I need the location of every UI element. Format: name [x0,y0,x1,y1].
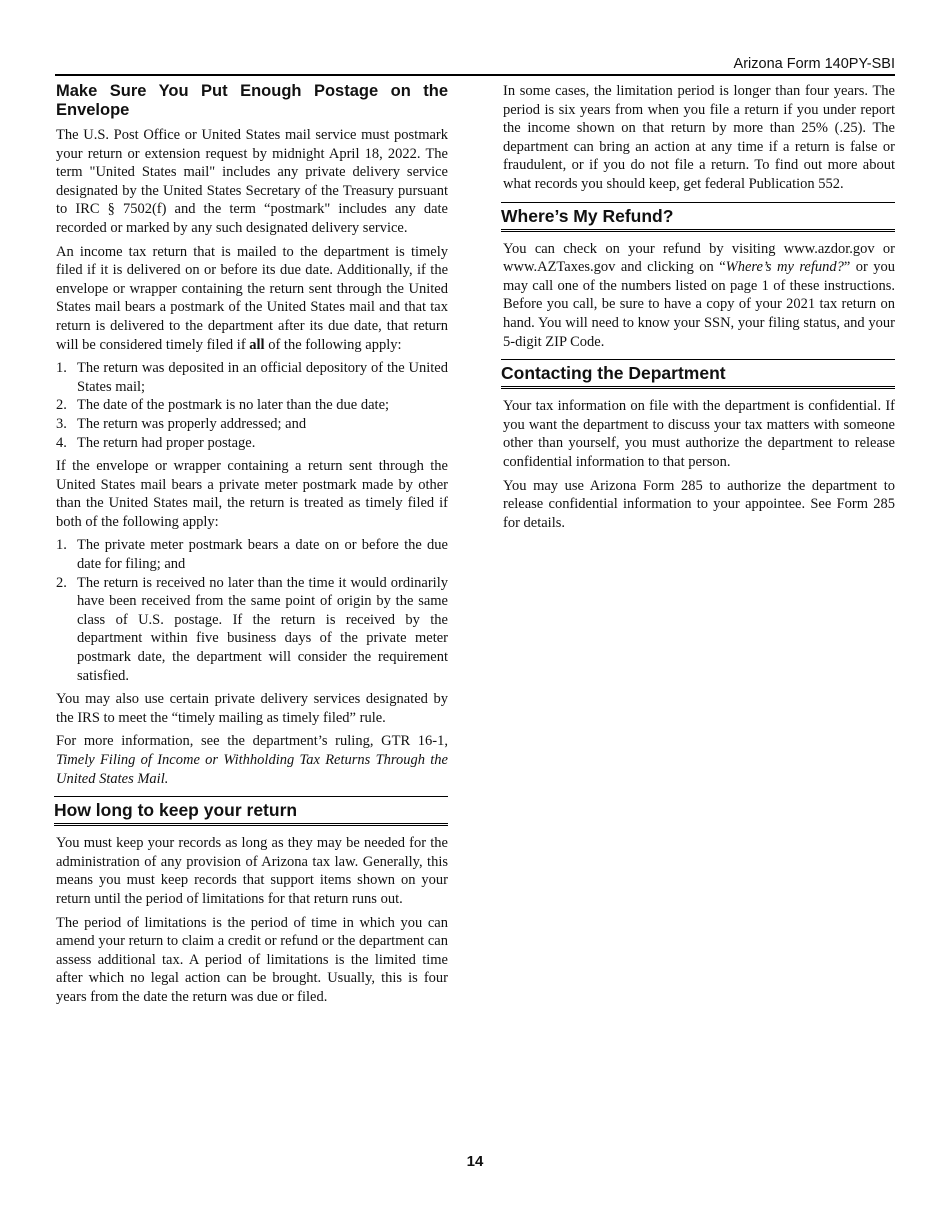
list-text: The return was properly addressed; and [77,415,307,432]
ruling-title: Timely Filing of Income or Withholding Tax Returns Through the United States Mail. [56,752,448,787]
keep-return-paragraph-2: The period of limitations is the period of time in which you can amend your return to claim a credit or refund or the department can assess additional tax. A period of limitations is the limited time after which no legal action can be brought. Usually, this is four years from the date the return was due or filed. [56,914,448,1005]
list-number: 4. [56,434,67,451]
list-text: The return is received no later than the time it would ordinarily have been received from the same point of origin by the same class of U.S. postage. If the return is received by the department within five business days of the private meter postmark date, the department will consider the requirement satisfied. [77,574,448,684]
contact-heading: Contacting the Department [501,359,895,389]
postage-paragraph-2-tail: of the following apply: [264,336,402,353]
postage-paragraph-5 [56,732,448,788]
postage-conditions-list [56,359,448,452]
postage-paragraph-4: You may also use certain private delivery services designated by the IRS to meet the “timely mailing as timely filed” rule. [56,691,448,726]
postage-paragraph-2 [56,243,448,355]
refund-link-label: Where’s my refund? [725,259,844,276]
form-title: Arizona Form 140PY-SBI [733,56,895,72]
list-item [56,396,448,415]
list-number: 1. [56,360,67,377]
postage-paragraph-2-text: An income tax return that is mailed to the department is timely filed if it is delivered on or before its due date. Additionally, if the envelope or wrapper containing the return sent through the United States mail bears a postmark of the United States mail and that tax return is delivered to the department after its due date, that return will be considered timely filed if [56,243,448,353]
keep-return-heading: How long to keep your return [54,796,448,826]
list-text: The return had proper postage. [77,434,256,451]
refund-paragraph [503,240,895,352]
page-number: 14 [466,1153,484,1170]
list-text: The private meter postmark bears a date on or before the due date for filing; and [77,537,448,573]
postage-paragraph-2-emphasis: all [249,336,265,353]
contact-paragraph-1: Your tax information on file with the department is confidential. If you want the department to discuss your tax matters with someone other than yourself, you must authorize the department to release confidential information to that person. [503,398,895,470]
keep-return-paragraph-1: You must keep your records as long as they may be needed for the administration of any provision of Arizona tax law. Generally, this means you must keep records that support items shown on your return until the period of limitations for that return runs out. [56,835,448,907]
postage-paragraph-1: The U.S. Post Office or United States mail service must postmark your return or extension request by midnight April 18, 2022. The term "United States mail" includes any private delivery service designated by the United States Secretary of the Treasury pursuant to IRC § 7502(f) and the term “postmark" includes any date recorded or marked by any such designated delivery service. [56,127,448,236]
keep-return-paragraph-3: In some cases, the limitation period is longer than four years. The period is six years from when you file a return if you under report the income shown on that return by more than 25% (.25). The department can bring an action at any time if a return is false or fraudulent, or if you do not file a return. To find out more about what records you should keep, get federal Publication 552. [503,83,895,192]
list-item [56,434,448,453]
list-item [56,536,448,573]
right-column [503,82,895,537]
list-text: The date of the postmark is no later than the due date; [77,397,390,414]
postage-heading: Make Sure You Put Enough Postage on the Envelope [56,82,448,119]
meter-postmark-list [56,536,448,685]
list-text: The return was deposited in an official depository of the United States mail; [77,360,448,395]
list-number: 2. [56,397,67,414]
left-column [56,82,448,1012]
header-rule [55,74,895,76]
list-number: 3. [56,415,67,432]
refund-paragraph-tail: ” or you may call one of the numbers listed on page 1 of these instructions. Before you call, be sure to have a copy of your 2021 tax return on hand. You will need to know your SSN, your filing status, and your 5-digit ZIP Code. [503,259,896,350]
postage-paragraph-5-text: For more information, see the department’s ruling, GTR 16-1, [56,733,448,750]
list-item [56,359,448,396]
refund-heading: Where’s My Refund? [501,202,895,232]
contact-paragraph-2: You may use Arizona Form 285 to authorize the department to release confidential information to your appointee. See Form 285 for details. [503,477,895,531]
list-number: 2. [56,574,67,591]
refund-paragraph-text: You can check on your refund by visiting www.azdor.gov or www.AZTaxes.gov and clicking on “ [503,240,895,276]
list-item [56,415,448,434]
list-item [56,574,448,686]
list-number: 1. [56,537,67,554]
postage-paragraph-3: If the envelope or wrapper containing a return sent through the United States mail bears a private meter postmark made by other than the United States mail, the return is treated as timely filed if both of the following apply: [56,458,448,530]
